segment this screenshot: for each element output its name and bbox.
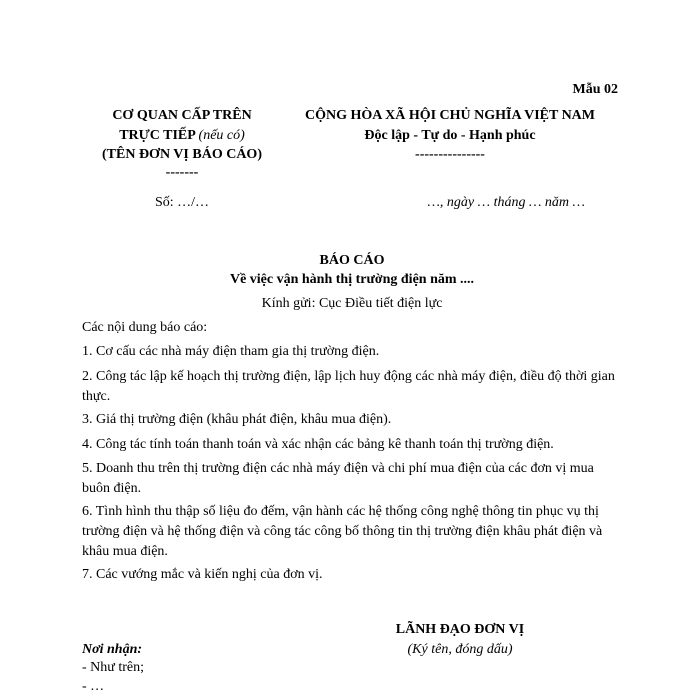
form-code: Mẫu 02 bbox=[572, 82, 618, 97]
document-number: Số: …/… bbox=[154, 195, 210, 210]
content-item-4: 4. Công tác tính toán thanh toán và xác nhận các bảng kê thanh toán thị trường điện. bbox=[82, 437, 554, 452]
recipient-item: - … bbox=[82, 679, 105, 694]
content-item-1: 1. Cơ cấu các nhà máy điện tham gia thị trường điện. bbox=[82, 344, 380, 359]
content-item-3: 3. Giá thị trường điện (khâu phát điện, khâu mua điện). bbox=[82, 412, 392, 427]
content-item-2: 2. Công tác lập kế hoạch thị trường điện, lập lịch huy động các nhà máy điện, điều độ thời gian thực. bbox=[82, 369, 615, 404]
content-intro: Các nội dung báo cáo: bbox=[82, 320, 208, 335]
agency-line-2 bbox=[82, 126, 282, 146]
national-title: CỘNG HÒA XÃ HỘI CHỦ NGHĨA VIỆT NAM bbox=[304, 108, 595, 123]
recipients-label: Nơi nhận: bbox=[82, 642, 143, 657]
report-recipient: Kính gửi: Cục Điều tiết điện lực bbox=[261, 296, 443, 311]
agency-line-1: CƠ QUAN CẤP TRÊN bbox=[112, 108, 252, 123]
content-item-6: 6. Tình hình thu thập số liệu đo đếm, vận hành các hệ thống công nghệ thông tin phục vụ thị trường điện và hệ thống điện và công tác công bố thông tin thị trường điện khâu phát điện và khâu mua điện. bbox=[82, 504, 603, 559]
content-item-5: 5. Doanh thu trên thị trường điện các nhà máy điện và chi phí mua điện của các đơn vị mua buôn điện. bbox=[82, 461, 594, 496]
agency-line-2-note: (nếu có) bbox=[198, 128, 245, 143]
national-motto: Độc lập - Tự do - Hạnh phúc bbox=[364, 128, 536, 143]
content-item-7: 7. Các vướng mắc và kiến nghị của đơn vị. bbox=[82, 567, 323, 582]
report-title: BÁO CÁO bbox=[319, 253, 385, 268]
document-date: …, ngày … tháng … năm … bbox=[427, 195, 585, 210]
reporting-unit-name: (TÊN ĐƠN VỊ BÁO CÁO) bbox=[102, 147, 262, 162]
signer-note: (Ký tên, đóng dấu) bbox=[407, 642, 513, 657]
motto-divider: --------------- bbox=[415, 147, 485, 162]
recipient-item: - Như trên; bbox=[82, 660, 145, 675]
signer-title: LÃNH ĐẠO ĐƠN VỊ bbox=[395, 622, 525, 637]
agency-line-2-main: TRỰC TIẾP bbox=[119, 128, 199, 143]
agency-divider: ------- bbox=[165, 165, 199, 180]
report-subject: Về việc vận hành thị trường điện năm .... bbox=[229, 272, 475, 287]
